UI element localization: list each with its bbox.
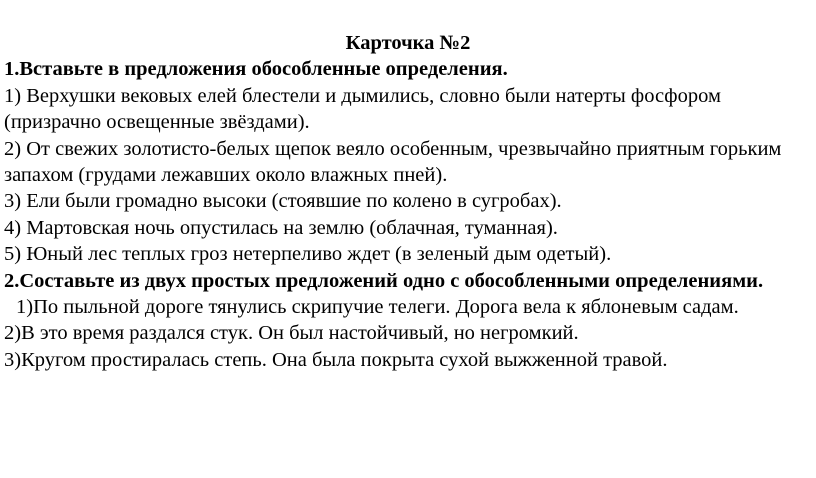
task-1-item-3: 3) Ели были громадно высоки (стоявшие по колено в сугробах). xyxy=(4,190,562,213)
task-1-item-5: 5) Юный лес теплых гроз нетерпеливо ждет (в зеленый дым одетый). xyxy=(4,243,612,266)
card-title: Карточка №2 xyxy=(345,32,471,54)
task-1-heading: 1.Вставьте в предложения обособленные определения. xyxy=(4,58,508,81)
task-2-heading: 2.Составьте из двух простых предложений одно с обособленными определениями. xyxy=(4,269,764,292)
task-1-item-4: 4) Мартовская ночь опустилась на землю (облачная, туманная). xyxy=(4,216,558,239)
task-1-item-2: 2) От свежих золотисто-белых щепок веяло особенным, чрезвычайно приятным горьким запахом (грудами лежавших около влажных пней). xyxy=(4,137,782,187)
task-2-item-2: 2)В это время раздался стук. Он был настойчивый, но негромкий. xyxy=(4,322,579,345)
task-2-item-1: 1)По пыльной дороге тянулись скрипучие телеги. Дорога вела к яблоневым садам. xyxy=(16,296,739,319)
task-2-item-3: 3)Кругом простиралась степь. Она была покрыта сухой выжженной травой. xyxy=(4,348,668,371)
task-1-item-1: 1) Верхушки вековых елей блестели и дымились, словно были натерты фосфором (призрачно освещенные звёздами). xyxy=(4,84,721,134)
